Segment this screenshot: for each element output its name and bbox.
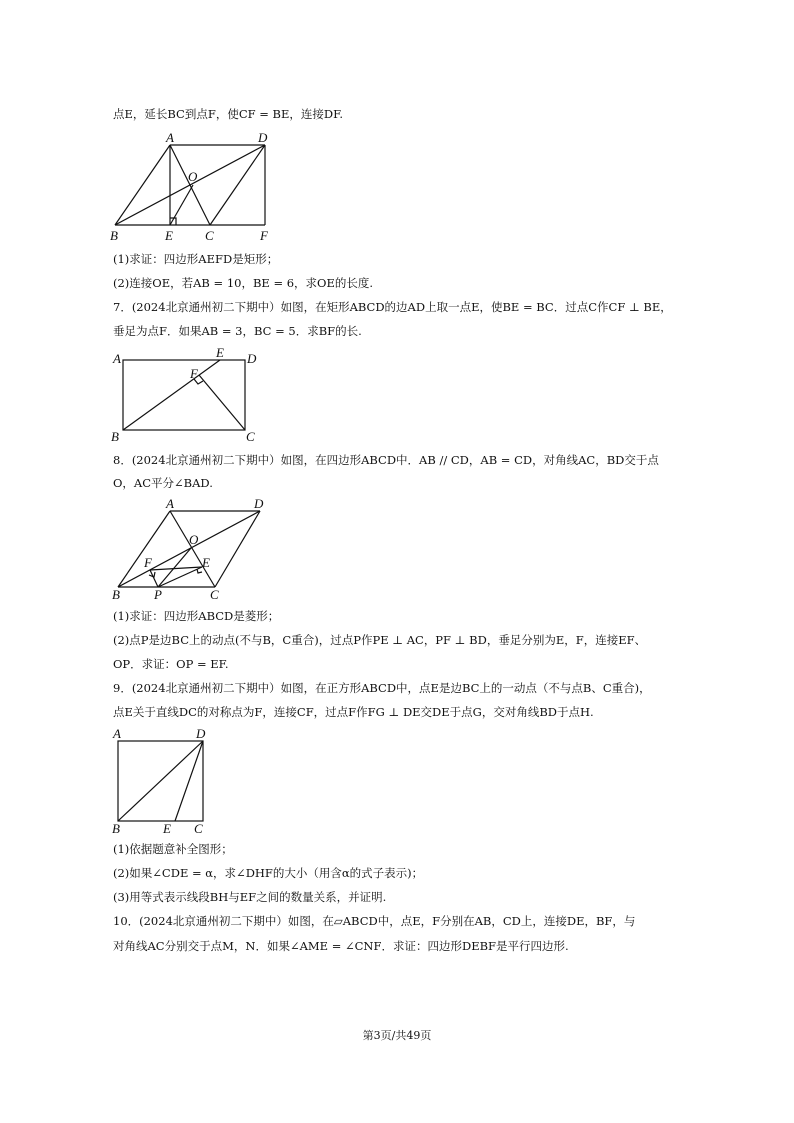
label-e: E	[163, 821, 171, 836]
figure-square-abcd-svg	[110, 725, 220, 840]
figure-square-abcd	[110, 725, 220, 840]
page-footer: 第3页/共49页	[362, 1029, 432, 1042]
text-line-6: 8．(2024北京通州初二下期中）如图，在四边形ABCD中．AB // CD，AB = CD，对角线AC，BD交于点	[113, 453, 659, 467]
label-f: F	[260, 228, 268, 243]
label-c: C	[194, 821, 203, 836]
text-line-15: (3)用等式表示线段BH与EF之间的数量关系，并证明.	[113, 890, 387, 904]
label-a: A	[113, 726, 121, 741]
label-c: C	[210, 587, 219, 602]
text-line-5: 垂足为点F．如果AB = 3，BC = 5．求BF的长.	[113, 324, 362, 338]
label-c: C	[205, 228, 214, 243]
label-a: A	[113, 351, 121, 366]
figure-rectangle-aefd	[110, 130, 280, 245]
text-line-17: 对角线AC分别交于点M，N．如果∠AME = ∠CNF．求证：四边形DEBF是平行四边形.	[113, 939, 569, 953]
figure-rectangle-abcd-svg	[110, 345, 270, 445]
label-d: D	[258, 130, 268, 145]
label-a: A	[166, 496, 174, 511]
label-e: E	[216, 345, 224, 360]
text-line-2: (1)求证：四边形AEFD是矩形；	[113, 252, 279, 266]
text-line-13: (1)依据题意补全图形；	[113, 842, 233, 856]
label-a: A	[166, 130, 174, 145]
text-line-4: 7．(2024北京通州初二下期中）如图，在矩形ABCD的边AD上取一点E，使BE = BC．过点C作CF ⊥ BE，	[113, 300, 672, 314]
text-line-14: (2)如果∠CDE = α，求∠DHF的大小（用含α的式子表示)；	[113, 866, 424, 880]
figure-rhombus-abcd	[110, 495, 280, 605]
label-e: E	[202, 555, 210, 570]
label-o: O	[189, 532, 199, 547]
figure-rhombus-abcd-svg	[110, 495, 280, 605]
text-line-16: 10．(2024北京通州初二下期中）如图，在▱ABCD中，点E，F分别在AB，CD上，连接DE，BF，与	[113, 914, 636, 928]
label-c: C	[246, 429, 255, 444]
label-d: D	[254, 496, 264, 511]
text-line-12: 点E关于直线DC的对称点为F，连接CF，过点F作FG ⊥ DE交DE于点G，交对角线BD于点H.	[113, 705, 594, 719]
label-d: D	[247, 351, 257, 366]
label-f: F	[144, 555, 152, 570]
label-o: O	[188, 169, 198, 184]
label-b: B	[112, 587, 120, 602]
text-line-1: 点E，延长BC到点F，使CF = BE，连接DF.	[113, 107, 343, 121]
text-line-3: (2)连接OE，若AB = 10，BE = 6，求OE的长度.	[113, 276, 374, 290]
text-line-8: (1)求证：四边形ABCD是菱形；	[113, 609, 280, 623]
label-e: E	[165, 228, 173, 243]
label-b: B	[111, 429, 119, 444]
figure-rectangle-aefd-svg	[110, 130, 280, 245]
text-line-10: OP．求证：OP = EF.	[113, 657, 229, 671]
text-line-7: O，AC平分∠BAD.	[113, 476, 213, 490]
label-p: P	[154, 587, 162, 602]
label-d: D	[196, 726, 206, 741]
label-b: B	[110, 228, 118, 243]
label-f: F	[190, 366, 198, 381]
figure-rectangle-abcd	[110, 345, 270, 445]
text-line-9: (2)点P是边BC上的动点(不与B，C重合)，过点P作PE ⊥ AC，PF ⊥ BD，垂足分别为E，F，连接EF、	[113, 633, 647, 647]
label-b: B	[112, 821, 120, 836]
text-line-11: 9．(2024北京通州初二下期中）如图，在正方形ABCD中，点E是边BC上的一动点（不与点B、C重合)，	[113, 681, 651, 695]
